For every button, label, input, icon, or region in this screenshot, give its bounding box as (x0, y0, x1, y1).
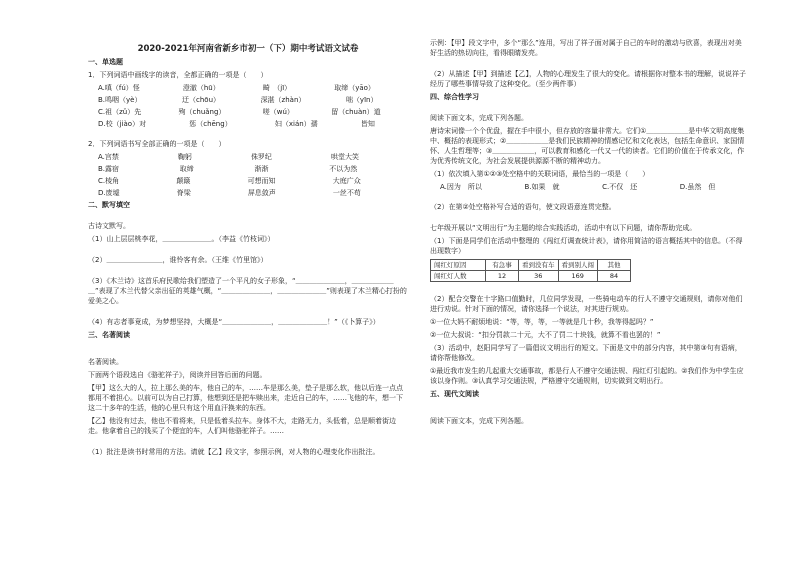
option-cell: 惩（chēng） (189, 120, 232, 128)
option-cell: 留（chuàn）道 (331, 108, 381, 116)
activity-intro: 七年级开展以“文明出行”为主题的综合实践活动，活动中有以下问题，请你帮助完成。 (430, 224, 697, 232)
option-cell: C.不仅 还 (602, 183, 638, 191)
table-cell: 闯红灯原因 (431, 260, 486, 271)
option-row (98, 119, 408, 129)
dictation-item: （2）＿＿＿＿＿＿＿＿，谁怜客有余。（王维《竹里馆》） (88, 256, 268, 264)
option-row (98, 107, 408, 117)
option-cell: 皆知 (360, 120, 375, 128)
dictation-intro: 古诗文默写。 (88, 222, 130, 230)
final-intro: 阅读下面文本，完成下列各题。 (430, 417, 528, 425)
table-cell: 有急事 (486, 260, 519, 271)
option-cell: 取缔 (179, 165, 194, 173)
table-cell: 看到没有车 (519, 260, 559, 271)
option-cell: 哄堂大笑 (330, 153, 359, 161)
dictation-item: （4）有志者事竟成，为梦想坚持，大概是“＿＿＿＿＿＿＿，＿＿＿＿＿＿＿！”（《卜算子》） (88, 318, 380, 326)
dictation-item: （1）山上层层桃李花，＿＿＿＿＿＿＿。（李益《竹枝词》） (88, 235, 275, 243)
table-cell: 169 (558, 271, 598, 282)
option-cell: 迂（chōu） (182, 96, 221, 104)
table-cell: 84 (598, 271, 631, 282)
option-cell: 畸 （jī） (262, 84, 292, 92)
table-row (431, 260, 631, 271)
fill-options (440, 182, 748, 192)
edit-question: （3）活动中，赵阳同学写了一篇倡议文明出行的短文。下面是文中的部分内容，其中第③句有语病，请你帮他修改。 (430, 344, 742, 362)
exam-title: 2020-2021年河南省新乡市初一（下）期中考试语文试卷 (137, 44, 359, 54)
section-heading: 二、默写填空 (88, 201, 130, 209)
table-question: （1）下面是同学们在活动中整理的《闯红灯调查统计表》，请你用简洁的语言概括其中的信息。（不得出现数字） (430, 237, 743, 255)
question-1: 1．下列词语中画线字的读音，全都正确的一项是（ ） (88, 71, 268, 79)
fill-question: （1）依次填入第①②③处空格中的关联词语，最恰当的一项是（ ） (430, 170, 650, 178)
option-row (98, 83, 408, 93)
option-row (98, 95, 408, 105)
option-row (98, 164, 408, 174)
question-2: 2．下列词语书写全部正确的一项是（ ） (88, 140, 226, 148)
table-cell: 12 (486, 271, 519, 282)
option-cell: 鞠躬 (177, 153, 192, 161)
option-cell: 殉（chuǎng） (178, 108, 226, 116)
table-cell: 看到别人闯 (558, 260, 598, 271)
option-cell: 大庭广众 (332, 177, 361, 185)
section-heading: 三、名著阅读 (88, 331, 130, 339)
section-heading: 一、单选题 (88, 58, 123, 66)
survey-table (430, 259, 631, 282)
option-cell: 屏息敛声 (247, 189, 276, 197)
table-row (431, 271, 631, 282)
option-cell: A.因为 所以 (440, 183, 482, 191)
option-cell: 嗟（wú） (262, 108, 294, 116)
modify-question: （2）在第②处空格补写合适的语句，使文段语意连贯完整。 (430, 203, 616, 211)
passage-b: 【乙】他没有过去，他也不看将来，只是低着头拉车。身体不大，走路无力，头低着，总是顺着街边走。他拿着自己的钱买了个便宜的车，人们叫他骆驼祥子。…… (88, 417, 396, 435)
option-cell: B.鸣咽（yè） (98, 96, 142, 104)
option-cell: 澄澈（hū） (182, 84, 220, 92)
option-cell: 妇（xián）孺 (274, 120, 318, 128)
option-cell: 取缔（yāo） (334, 84, 375, 92)
section-heading: 五、现代文阅读 (430, 390, 479, 398)
persuade-case: ②一位大叔说：“扣分罚款二十元，大不了罚二十块钱，就算不看也罢的！” (430, 331, 661, 339)
option-cell: 渐渐 (254, 165, 269, 173)
option-row (98, 188, 408, 198)
option-row (98, 152, 408, 162)
edit-passage: ①最近我市发生的几起重大交通事故，都是行人不遵守交通法规、闯红灯引起的。②我们作为中学生应该以身作则。③认真学习交通法规，严格遵守交通规则，切实做到文明出行。 (430, 367, 744, 385)
option-cell: 可想而知 (247, 177, 276, 185)
table-cell: 闯红灯人数 (431, 271, 486, 282)
question-1-options (88, 83, 408, 129)
dictation-item: （3）《木兰诗》这首乐府民歌给我们塑造了一个平凡的女子形象，“＿＿＿＿＿＿＿，＿＿＿＿＿＿＿”表现了木兰代替父亲出征的英雄气概，“＿＿＿＿＿＿＿，＿＿＿＿＿＿＿”则表现了木兰精心打扮的爱美之心。 (88, 277, 407, 305)
option-row (98, 176, 408, 186)
question-change: （2）从描述【甲】到描述【乙】，人物的心理发生了很大的变化。请根据你对整本书的理解，说说祥子经历了哪些事情导致了这种变化。（至少两件事） (430, 70, 746, 88)
right-column (430, 38, 748, 429)
annotation-example: 示例：【甲】段文字中，多个“那么”连用，写出了祥子面对属于自己的车时的激动与欣喜，表现出对美好生活的热切向往，看得眼睛发亮。 (430, 39, 742, 57)
question-2-options (88, 152, 408, 198)
option-cell: 咄（yīn） (345, 96, 378, 104)
option-cell: 颠簸 (176, 177, 191, 185)
left-column (88, 38, 408, 460)
option-cell: D.废墟 (98, 189, 120, 197)
option-cell: 脊梁 (176, 189, 191, 197)
option-cell: 深湛（zhàn） (260, 96, 306, 104)
option-cell: D.校（jiào）对 (98, 120, 147, 128)
gap-intro: 阅读下面文本，完成下列各题。 (430, 114, 528, 122)
option-cell: 不以为然 (329, 165, 358, 173)
option-cell: A.宫禁 (98, 153, 119, 161)
option-cell: B.如果 就 (524, 183, 560, 191)
reading-label: 名著阅读。 (88, 358, 123, 366)
option-cell: 一丝不苟 (332, 189, 361, 197)
option-cell: B.露宿 (98, 165, 120, 173)
annotation-question: （1）批注是读书时常用的方法。请就【乙】段文字，参照示例，对人物的心理变化作出批注。 (88, 448, 380, 456)
table-cell: 36 (519, 271, 559, 282)
option-cell: C.棱角 (98, 177, 120, 185)
section-heading: 四、综合性学习 (430, 93, 479, 101)
persuade-case: ①一位大妈不耐烦地说：“等，等，等，一等就是几十秒，我等得起吗？” (430, 318, 654, 326)
table-cell: 其他 (598, 260, 631, 271)
option-cell: 侏罗纪 (250, 153, 272, 161)
option-cell: A.嗔（fú）怪 (98, 84, 140, 92)
option-cell: C.祖（zǔ）先 (98, 108, 142, 116)
reading-intro: 下面两个语段选自《骆驼祥子》，阅读并回答后面的问题。 (88, 371, 267, 379)
gap-passage: 唐诗宋词像一个个优盘，握在手中很小，但存放的容量非常大。它们①＿＿＿＿＿＿是中华文明高度集中、概括的表现形式；②＿＿＿＿＿＿是我们民族精神的情感记忆和文化表达，包括生命意识、家国情怀、人生哲理等；③＿＿＿＿＿＿，可以教育和感化一代又一代的读者。它们的价值在于传承文化，作为优秀传统文化，为社会发展提供源源不断的精神动力。 (430, 127, 745, 165)
persuade-question: （2）配合交警在十字路口值勤时，几位同学发现，一些骑电动车的行人不遵守交通规则，请你对他们进行劝说。针对下面的情况，请你选择一个说法，对其进行规劝。 (430, 295, 743, 313)
passage-a: 【甲】这么大的人，拉上那么美的车，他自己的车，……车是那么美，垫子是那么软，他以后连一点点都用不着担心。以前可以为自己打算，他想到还是把车赎出来，走近自己的车，……飞他的车，想一下这二十多年的生活，他的心里只有这个用血汗换来的东西。 (88, 384, 403, 412)
option-cell: D.虽然 但 (679, 183, 716, 191)
